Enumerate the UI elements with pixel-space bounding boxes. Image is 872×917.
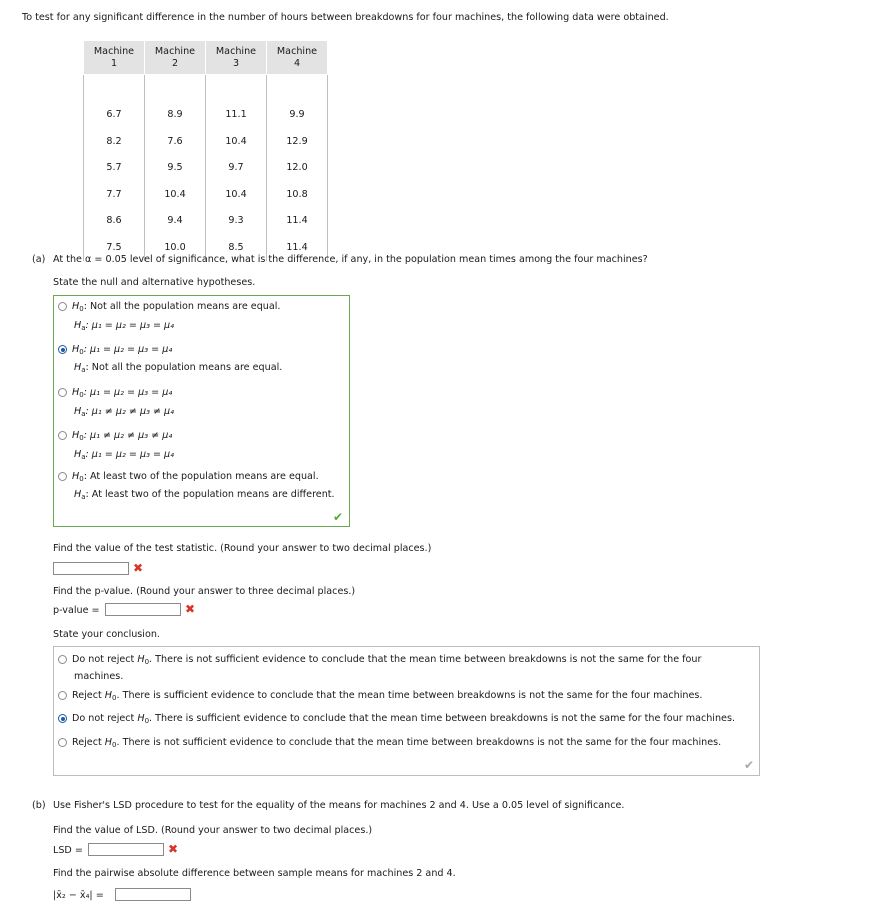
radio-hyp-option-3[interactable] (58, 388, 67, 397)
h0-label: $H_0$ (104, 737, 117, 749)
part-a-prefix: (a) (32, 254, 46, 265)
ha-label: $H_a$ (74, 406, 86, 418)
table-row (84, 128, 328, 155)
table-cell: 10.4 (206, 128, 267, 155)
table-cell: 10.4 (145, 181, 206, 208)
table-cell: 5.7 (84, 155, 145, 182)
table-cell: 8.9 (145, 102, 206, 129)
conclusion-option-3[interactable] (58, 713, 735, 725)
part-b-prefix: (b) (32, 800, 46, 811)
table-cell: 9.5 (145, 155, 206, 182)
conclusion-option-4-pre: Reject (72, 737, 105, 748)
header-machine-4: Machine 4 (267, 41, 328, 75)
hyp-option-4[interactable] (58, 430, 172, 442)
ha-label: $H_a$ (74, 362, 86, 374)
test-statistic-input[interactable] (53, 562, 129, 575)
header-machine-3: Machine 3 (206, 41, 267, 75)
table-cell: 10.8 (267, 181, 328, 208)
conclusion-option-2-text: . There is sufficient evidence to conclude that the mean time between breakdowns is not the same for the four machines. (116, 690, 703, 701)
h0-label: $H_0$ (72, 344, 84, 356)
table-cell: 8.2 (84, 128, 145, 155)
radio-hyp-option-5[interactable] (58, 472, 67, 481)
radio-conclusion-option-2[interactable] (58, 691, 67, 700)
table-cell: 9.7 (206, 155, 267, 182)
radio-conclusion-option-1[interactable] (58, 655, 67, 664)
hyp-option-5-ha: : At least two of the population means are different. (85, 489, 335, 500)
h0-label: $H_0$ (104, 690, 117, 702)
table-cell: 11.4 (267, 234, 328, 261)
table-row (84, 208, 328, 235)
radio-hyp-option-4[interactable] (58, 431, 67, 440)
conclusion-prompt: State your conclusion. (53, 629, 160, 640)
hyp-option-2-ha: : Not all the population means are equal. (85, 362, 283, 373)
pvalue-input[interactable] (105, 603, 181, 616)
header-machine-1: Machine 1 (84, 41, 145, 75)
header-machine-2: Machine 2 (145, 41, 206, 75)
hyp-option-3[interactable] (58, 387, 172, 399)
intro-text: To test for any significant difference in the number of hours between breakdowns for four machines, the following data were obtained. (22, 12, 669, 23)
table-row (84, 102, 328, 129)
h0-label: $H_0$ (72, 301, 84, 313)
table-cell: 10.4 (206, 181, 267, 208)
hyp-option-1-ha: : μ₁ = μ₂ = μ₃ = μ₄ (85, 320, 175, 331)
lsd-prompt: Find the value of LSD. (Round your answer to two decimal places.) (53, 825, 373, 836)
h0-label: $H_0$ (72, 430, 84, 442)
incorrect-x-icon: ✖ (185, 602, 196, 616)
ha-label: $H_a$ (74, 449, 86, 461)
conclusion-option-1-text: . There is not sufficient evidence to conclude that the mean time between breakdowns is not the same for the four (149, 654, 702, 665)
hyp-option-3-ha-line (74, 406, 174, 418)
h0-label: $H_0$ (137, 713, 150, 725)
conclusion-option-3-pre: Do not reject (72, 713, 138, 724)
table-row (84, 181, 328, 208)
test-statistic-prompt: Find the value of the test statistic. (Round your answer to two decimal places.) (53, 543, 432, 554)
table-cell: 12.0 (267, 155, 328, 182)
ha-label: $H_a$ (74, 320, 86, 332)
table-header-row (84, 41, 328, 75)
table-cell: 12.9 (267, 128, 328, 155)
hypotheses-prompt: State the null and alternative hypotheses. (53, 277, 256, 288)
conclusion-option-1-pre: Do not reject (72, 654, 138, 665)
table-cell: 10.0 (145, 234, 206, 261)
ha-label: $H_a$ (74, 489, 86, 501)
table-cell: 9.4 (145, 208, 206, 235)
pairwise-diff-prompt: Find the pairwise absolute difference between sample means for machines 2 and 4. (53, 868, 456, 879)
radio-hyp-option-1[interactable] (58, 302, 67, 311)
h0-label: $H_0$ (72, 387, 84, 399)
radio-conclusion-option-3-selected[interactable] (58, 714, 67, 723)
conclusion-option-1-line2: machines. (74, 671, 124, 682)
conclusion-option-2-pre: Reject (72, 690, 105, 701)
hyp-option-3-h0: : μ₁ = μ₂ = μ₃ = μ₄ (83, 387, 173, 398)
correct-check-icon: ✔ (333, 510, 344, 524)
hyp-option-1-ha-line (74, 320, 174, 332)
lsd-input[interactable] (88, 843, 164, 856)
table-row (84, 155, 328, 182)
hyp-option-5-ha-line (74, 489, 335, 501)
h0-label: $H_0$ (72, 471, 84, 483)
table-cell: 11.4 (267, 208, 328, 235)
lsd-label: LSD = (53, 845, 83, 856)
table-cell: 7.6 (145, 128, 206, 155)
incorrect-x-icon: ✖ (133, 561, 144, 575)
hyp-option-4-ha-line (74, 449, 174, 461)
pvalue-prompt: Find the p-value. (Round your answer to three decimal places.) (53, 586, 356, 597)
hyp-option-5-h0: : At least two of the population means are equal. (83, 471, 319, 482)
radio-hyp-option-2-selected[interactable] (58, 345, 67, 354)
hyp-option-1-h0: : Not all the population means are equal. (83, 301, 281, 312)
hyp-option-2-ha-line (74, 362, 282, 374)
table-cell: 9.3 (206, 208, 267, 235)
hyp-option-2[interactable] (58, 344, 172, 356)
machine-data-table (83, 40, 328, 261)
table-cell: 7.7 (84, 181, 145, 208)
h0-label: $H_0$ (137, 654, 150, 666)
pairwise-diff-input[interactable] (115, 888, 191, 901)
table-cell: 6.7 (84, 102, 145, 129)
table-cell: 8.6 (84, 208, 145, 235)
hyp-option-1[interactable] (58, 301, 280, 313)
hyp-option-4-ha: : μ₁ = μ₂ = μ₃ = μ₄ (85, 449, 175, 460)
conclusion-option-3-text: . There is sufficient evidence to conclude that the mean time between breakdowns is not the same for the four machines. (149, 713, 736, 724)
conclusion-option-4[interactable] (58, 737, 721, 749)
part-b-question: Use Fisher's LSD procedure to test for the equality of the means for machines 2 and 4. Use a 0.05 level of significance. (53, 800, 625, 811)
pairwise-diff-label: |x̄₂ − x̄₄| = (53, 890, 104, 901)
hyp-option-5[interactable] (58, 471, 319, 483)
conclusion-option-4-text: . There is not sufficient evidence to conclude that the mean time between breakdowns is not the same for the four machines. (116, 737, 722, 748)
hyp-option-4-h0: : μ₁ ≠ μ₂ ≠ μ₃ ≠ μ₄ (83, 430, 173, 441)
table-cell: 7.5 (84, 234, 145, 261)
table-cell: 11.1 (206, 102, 267, 129)
table-cell: 9.9 (267, 102, 328, 129)
part-a-question: At the α = 0.05 level of significance, what is the difference, if any, in the population mean times among the four machines? (53, 254, 648, 265)
pvalue-label: p-value = (53, 605, 100, 616)
conclusion-option-1[interactable] (58, 654, 701, 666)
incorrect-x-icon: ✖ (168, 842, 179, 856)
hyp-option-3-ha: : μ₁ ≠ μ₂ ≠ μ₃ ≠ μ₄ (85, 406, 175, 417)
radio-conclusion-option-4[interactable] (58, 738, 67, 747)
conclusion-option-2[interactable] (58, 690, 702, 702)
hyp-option-2-h0: : μ₁ = μ₂ = μ₃ = μ₄ (83, 344, 173, 355)
table-cell: 8.5 (206, 234, 267, 261)
gray-check-icon: ✔ (744, 758, 755, 772)
